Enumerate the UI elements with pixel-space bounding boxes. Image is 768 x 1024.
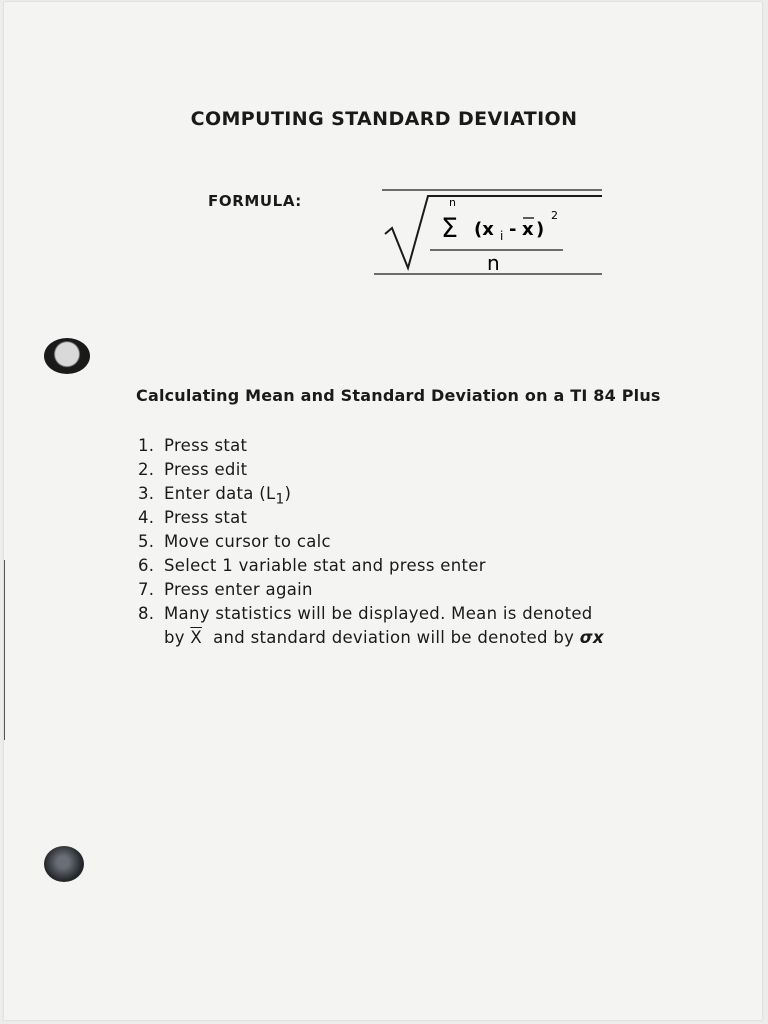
step-text: Enter data (L	[164, 484, 276, 503]
step-cont-mid: and standard deviation will be denoted by	[213, 628, 575, 647]
formula-term-open: (x	[474, 219, 494, 240]
step-text: Press enter again	[164, 580, 313, 599]
step-continuation	[138, 626, 604, 650]
formula-term-close: )	[536, 219, 545, 240]
list-item	[138, 554, 604, 578]
standard-deviation-formula	[370, 186, 605, 278]
formula-minus: -	[509, 219, 517, 240]
step-text: Move cursor to calc	[164, 532, 331, 551]
step-text: Press edit	[164, 460, 248, 479]
sum-symbol: Σ	[441, 213, 459, 244]
punch-hole-bottom	[44, 846, 84, 882]
list-item	[138, 602, 604, 652]
formula-subscript-i: i	[500, 229, 504, 243]
step-text: Many statistics will be displayed. Mean is denoted	[164, 604, 593, 623]
punch-hole-top	[44, 338, 90, 374]
formula-xbar: x	[522, 219, 534, 240]
step-number: 8.	[138, 604, 155, 623]
formula-label: FORMULA:	[208, 192, 302, 210]
step-number: 4.	[138, 508, 155, 527]
step-number: 6.	[138, 556, 155, 575]
list-item	[138, 578, 604, 602]
sigma-x-symbol: σx	[579, 628, 604, 647]
step-number: 5.	[138, 532, 155, 551]
step-text: Select 1 variable stat and press enter	[164, 556, 486, 575]
step-text-after: )	[284, 484, 292, 503]
formula-exponent: 2	[551, 209, 558, 222]
list-item	[138, 506, 604, 530]
step-number: 2.	[138, 460, 155, 479]
list-item	[138, 530, 604, 554]
sum-upper-limit: n	[449, 196, 456, 209]
step-number: 3.	[138, 484, 155, 503]
step-number: 1.	[138, 436, 155, 455]
mean-symbol: $\overline{X}$	[190, 628, 202, 647]
formula-denominator: n	[487, 251, 500, 275]
step-text: Press stat	[164, 508, 248, 527]
step-number: 7.	[138, 580, 155, 599]
section-heading: Calculating Mean and Standard Deviation on a TI 84 Plus	[136, 386, 661, 405]
page-edge-line	[4, 560, 5, 740]
steps-list	[138, 434, 604, 652]
step-subscript: 1	[275, 491, 285, 508]
list-item	[138, 434, 604, 458]
page-title: COMPUTING STANDARD DEVIATION	[190, 108, 578, 130]
step-cont-before: by	[164, 628, 185, 647]
list-item	[138, 458, 604, 482]
list-item	[138, 482, 604, 506]
step-text: Press stat	[164, 436, 248, 455]
